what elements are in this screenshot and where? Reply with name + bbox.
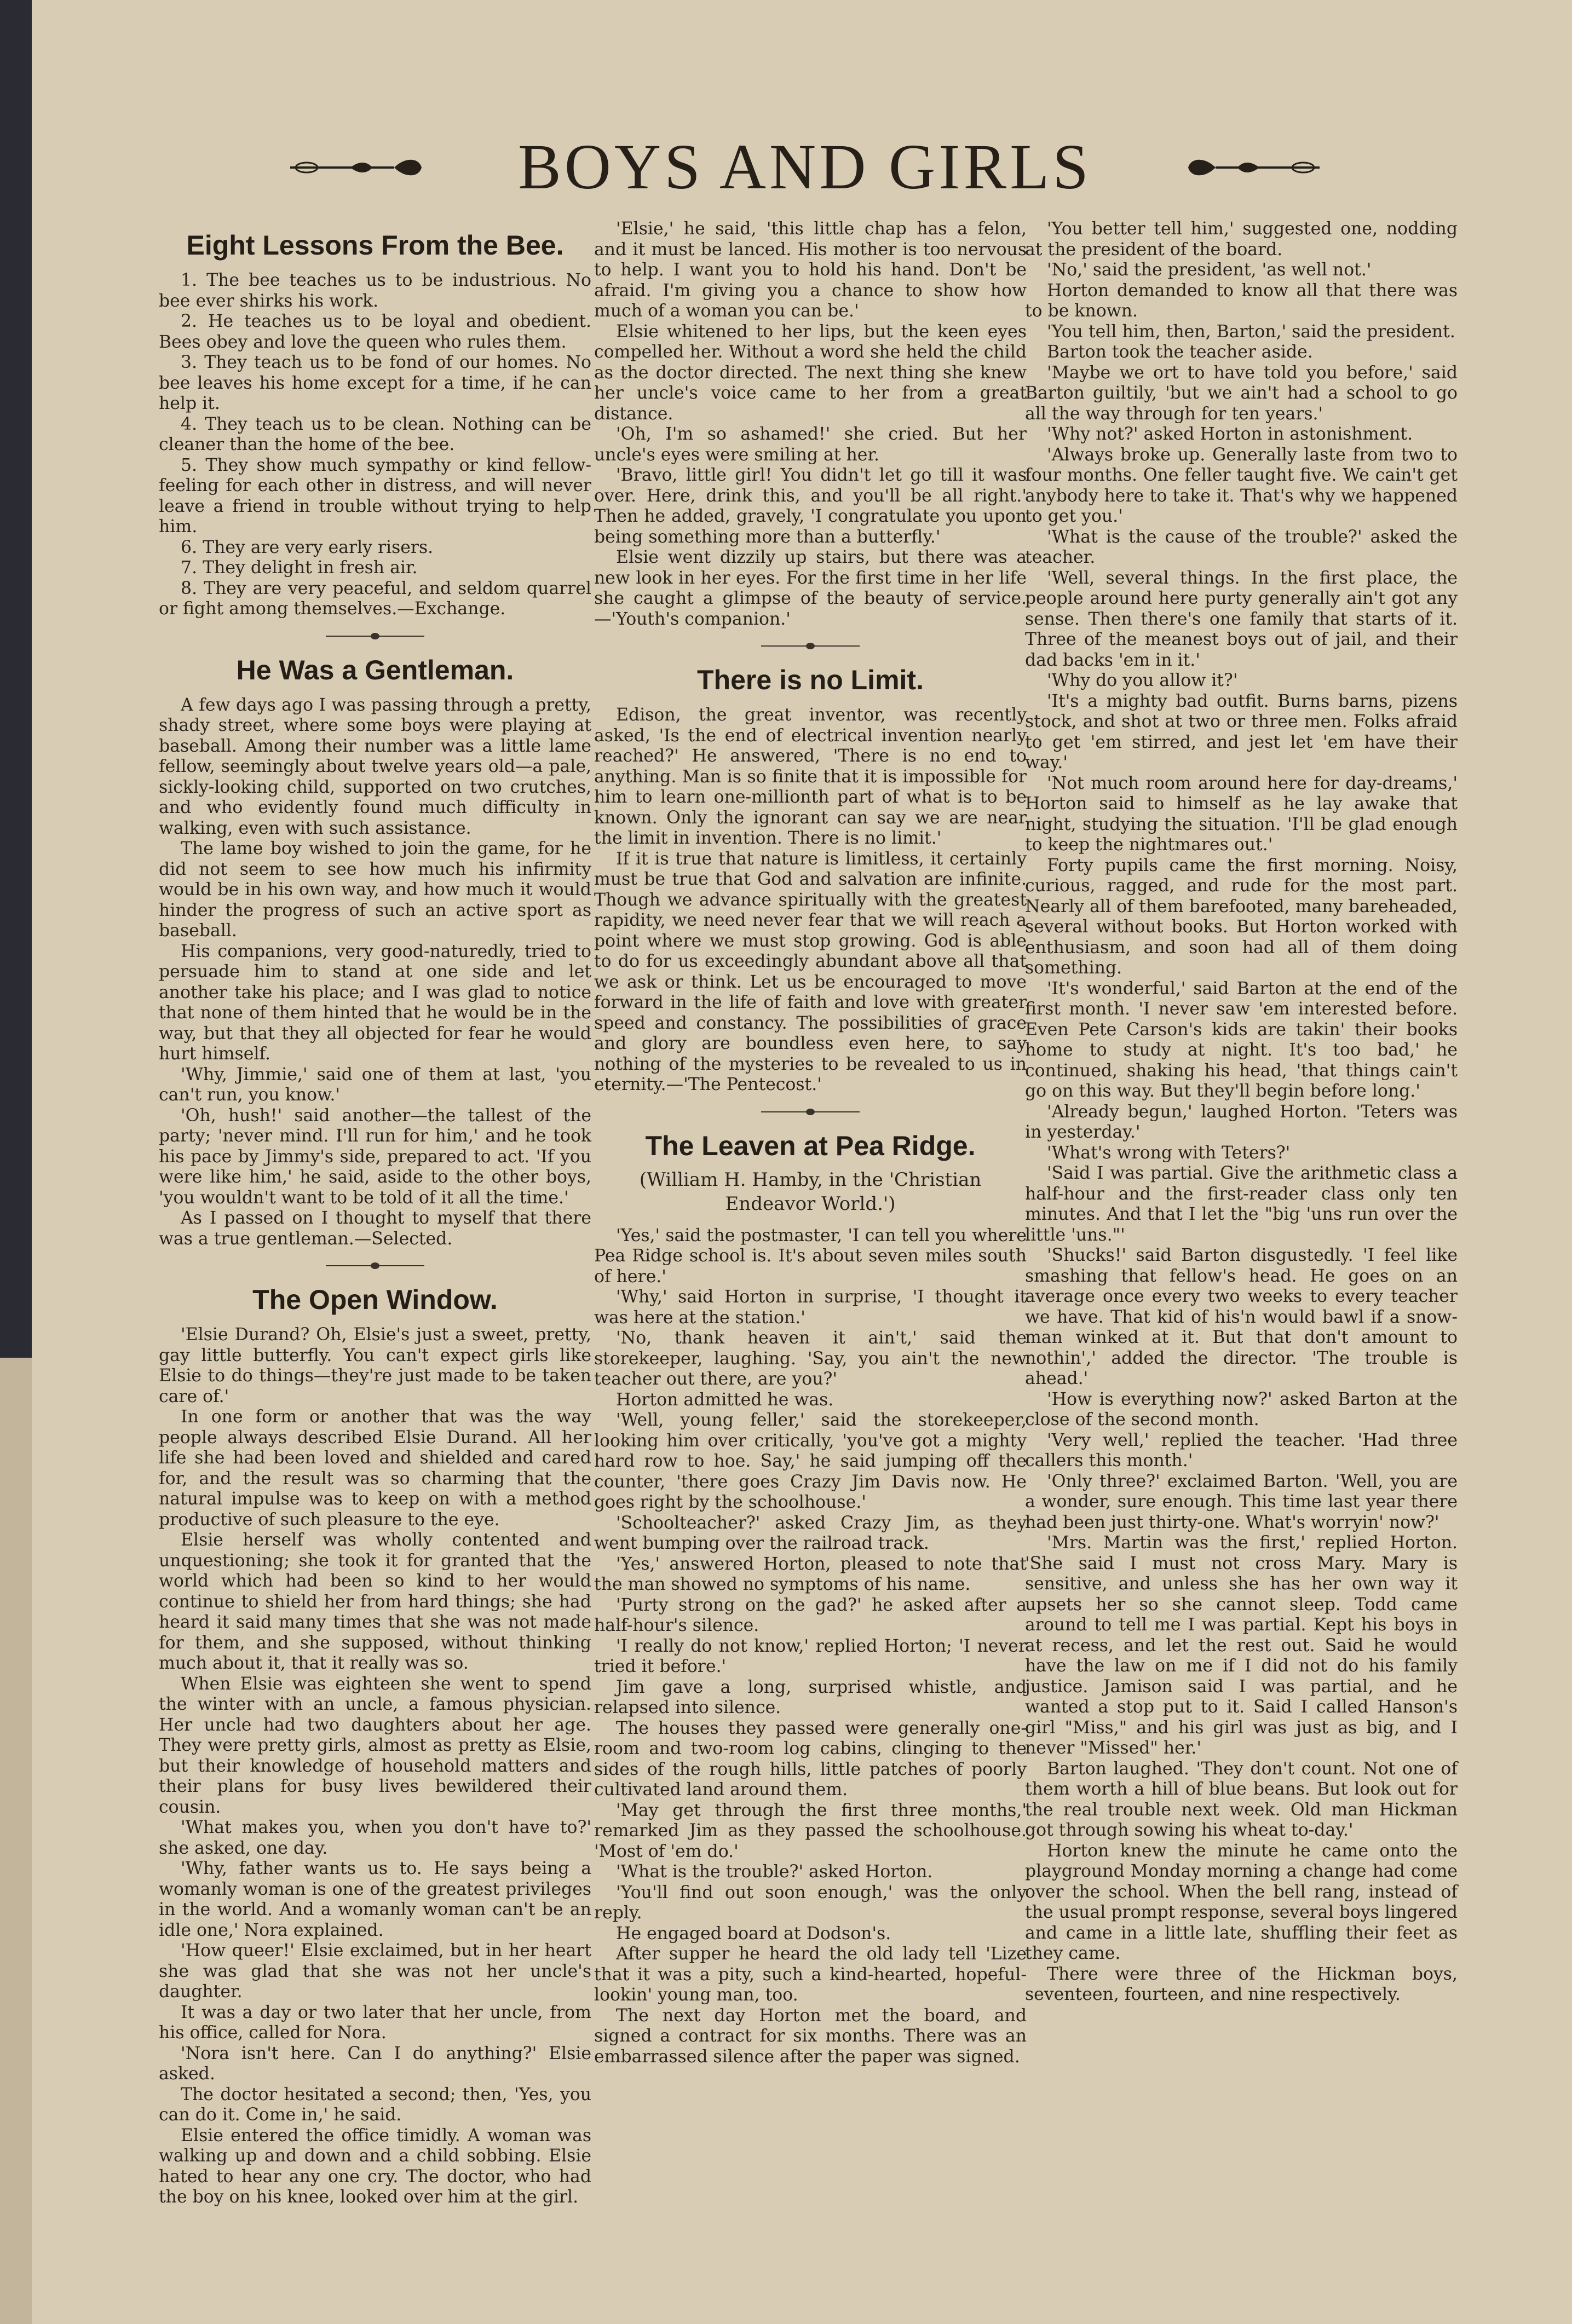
paragraph: 'Said I was partial. Give the arithmetic class a half-hour and the first-reader class only ten minutes. And that I let the "big 'uns run over the little 'uns."' [1025, 1163, 1458, 1245]
paragraph: 'Why do you allow it?' [1047, 671, 1238, 690]
paragraph: 'What is the cause of the trouble?' asked the teacher. [1025, 527, 1458, 567]
divider [326, 1262, 424, 1269]
paragraph: 2. He teaches us to be loyal and obedient. Bees obey and love the queen who rules them. [159, 312, 591, 352]
article-title: The Open Window. [252, 1284, 498, 1315]
paragraph: 'It's wonderful,' said Barton at the end of the first month. 'I never saw 'em interested before. Even Pete Carson's kids are takin' their books home to study at night. It's too bad,' he continued, shaking his head, 'that things cain't go on this way. But they'll begin before long.' [1025, 978, 1458, 1101]
paragraph: After supper he heard the old lady tell 'Lize that it was a pity, such a kind-hearted, hopeful-lookin' young man, too. [594, 1944, 1027, 2005]
article-body [159, 270, 591, 620]
paragraph: In one form or another that was the way people always described Elsie Durand. All her life she had been loved and shielded and cared for, and the result was so charming that the natural impulse was to keep on with a method productive of such pleasure to the eye. [159, 1407, 591, 1530]
paragraph: 'What is the trouble?' asked Horton. [616, 1862, 933, 1882]
paragraph: 7. They delight in fresh air. [181, 558, 418, 578]
paragraph: Elsie entered the office timidly. A woman was walking up and down and a child sobbing. Elsie hated to hear any one cry. The doctor, who had the boy on his knee, looked over him at the girl. [159, 2125, 591, 2207]
paragraph: 'Purty strong on the gad?' he asked after a half-hour's silence. [594, 1595, 1027, 1635]
paragraph: 'Elsie Durand? Oh, Elsie's just a sweet, pretty, gay little butterfly. You can't expect girls like Elsie to do things—they're just made to be taken care of.' [159, 1325, 591, 1406]
right-ornament-icon [1183, 151, 1325, 184]
paragraph: Barton took the teacher aside. [1047, 342, 1313, 362]
paragraph: Elsie herself was wholly contented and unquestioning; she took it for granted that the world which had been so kind to her would continue to shield her from hard things; she had heard it said many times that she was not made for them, and she supposed, without thinking much about it, that it really was so. [159, 1530, 591, 1673]
paragraph: Elsie went dizzily up stairs, but there was a new look in her eyes. For the first time in her life she caught a glimpse of the beauty of service.—'Youth's companion.' [594, 547, 1027, 629]
paragraph: 'Bravo, little girl! You didn't let go till it was over. Here, drink this, and you'll be all right.' Then he added, gravely, 'I congratulate you upon being something more than a butterfly.' [594, 465, 1027, 547]
paragraph: 5. They show much sympathy or kind fellow-feeling for each other in distress, and will never leave a friend in trouble without trying to help him. [159, 455, 591, 537]
paragraph: 3. They teach us to be fond of our homes. No bee leaves his home except for a time, if he can help it. [159, 353, 591, 413]
paragraph: 'Why,' said Horton in surprise, 'I thought it was here at the station.' [594, 1287, 1027, 1328]
paragraph: If it is true that nature is limitless, it certainly must be true that God and salvation are infinite. Though we advance spiritually with the greatest rapidity, we need never fear that we will reach a point where we must stop growing. God is able to do for us exceedingly abundant above all that we ask or think. Let us be encouraged to move forward in the life of faith and love with greater speed and constancy. The possibilities of grace and glory are boundless even here, to say nothing of the mysteries to be revealed to us in eternity.—'The Pentecost.' [594, 849, 1027, 1094]
column-1 [159, 219, 591, 2242]
paragraph: 'You better tell him,' suggested one, nodding at the president of the board. [1025, 219, 1458, 259]
paragraph: There were three of the Hickman boys, seventeen, fourteen, and nine respectively. [1025, 1964, 1458, 2004]
paragraph: Horton demanded to know all that there was to be known. [1025, 280, 1458, 321]
paragraph: 'Yes,' answered Horton, pleased to note that the man showed no symptoms of his name. [594, 1554, 1027, 1594]
paragraph: 'No,' said the president, 'as well not.' [1047, 260, 1372, 280]
paragraph: Edison, the great inventor, was recently asked, 'Is the end of electrical invention nearly reached?' He answered, 'There is no end to anything. Man is so finite that it is impossible for him to learn one-millionth part of what is to be known. Only the ignorant can say we are near the limit in invention. There is no limit.' [594, 705, 1027, 848]
section-title: BOYS AND GIRLS [518, 131, 1092, 203]
divider [761, 1109, 860, 1115]
paragraph: Horton admitted he was. [616, 1389, 834, 1410]
paragraph: 'May get through the first three months,' remarked Jim as they passed the schoolhouse. 'Most of 'em do.' [594, 1800, 1027, 1861]
paragraph: A few days ago I was passing through a pretty, shady street, where some boys were playing at baseball. Among their number was a little lame fellow, seemingly about twelve years old—a pale, sickly-looking child, supported on two crutches, and who evidently found much difficulty in walking, even with such assistance. [159, 695, 591, 838]
paragraph: 'What makes you, when you don't have to?' she asked, one day. [159, 1818, 591, 1858]
article-title: Eight Lessons From the Bee. [186, 230, 564, 261]
paragraph: 'Maybe we ort to have told you before,' said Barton guiltily, 'but we ain't had a school to go all the way through for ten years.' [1025, 362, 1458, 424]
paragraph: 'It's a mighty bad outfit. Burns barns, pizens stock, and shot at two or three men. Folks afraid to get 'em stirred, and jest let 'em have their way.' [1025, 691, 1458, 772]
paragraph: 'Shucks!' said Barton disgustedly. 'I feel like smashing that fellow's head. He goes on an average once every two weeks to every teacher we have. That kid of his'n would bawl if a snow-man winked at it. But that don't amount to nothin',' added the director. 'The trouble is ahead.' [1025, 1245, 1458, 1388]
article-body [159, 695, 591, 1250]
paragraph: 'Why not?' asked Horton in astonishment. [1047, 424, 1413, 444]
paragraph: Barton laughed. 'They don't count. Not one of them worth a hill of blue beans. But look out for the real trouble next week. Old man Hickman got through sowing his wheat to-day.' [1025, 1758, 1458, 1840]
article-title: The Leaven at Pea Ridge. [645, 1130, 976, 1161]
paragraph: 'I really do not know,' replied Horton; 'I never tried it before.' [594, 1636, 1027, 1676]
paragraph: His companions, very good-naturedly, tried to persuade him to stand at one side and let another take his place; and I was glad to notice that none of them hinted that he would be in the way, but that they all objected for fear he would hurt himself. [159, 941, 591, 1064]
paragraph: 'How queer!' Elsie exclaimed, but in her heart she was glad that she was not her uncle's daughter. [159, 1941, 591, 2002]
paragraph: 'Why, Jimmie,' said one of them at last, 'you can't run, you know.' [159, 1064, 591, 1105]
paragraph: 'Always broke up. Generally laste from two to four months. One feller taught five. We cain't get anybody here to take it. That's why we happened to get you.' [1025, 445, 1458, 526]
paragraph: He engaged board at Dodson's. [616, 1923, 891, 1944]
paragraph: Jim gave a long, surprised whistle, and relapsed into silence. [594, 1677, 1027, 1717]
paragraph: 'Well, several things. In the first place, the people around here purty generally ain't got any sense. Then there's one family that starts of it. Three of the meanest boys out of jail, and their dad backs 'em in it.' [1025, 568, 1458, 670]
paragraph: Horton knew the minute he came onto the playground Monday morning a change had come over the school. When the bell rang, instead of the usual prompt response, several boys lingered and came in a little late, shuffling their feet as they came. [1025, 1841, 1458, 1963]
paragraph: 'How is everything now?' asked Barton at the close of the second month. [1025, 1389, 1458, 1429]
paragraph: The doctor hesitated a second; then, 'Yes, you can do it. Come in,' he said. [159, 2084, 591, 2125]
paragraph: 'Very well,' replied the teacher. 'Had three callers this month.' [1025, 1430, 1458, 1470]
divider [761, 643, 860, 649]
column-3 [1025, 219, 1458, 2242]
column-2 [594, 219, 1027, 2242]
paragraph: 'Well, young feller,' said the storekeeper, looking him over critically, 'you've got a mighty hard row to hoe. Say,' he said jumping off the counter, 'there goes Crazy Jim Davis now. He goes right by the schoolhouse.' [594, 1410, 1027, 1512]
paragraph: 'Nora isn't here. Can I do anything?' Elsie asked. [159, 2043, 591, 2084]
paragraph: As I passed on I thought to myself that there was a true gentleman.—Selected. [159, 1208, 591, 1249]
paragraph: Forty pupils came the first morning. Noisy, curious, ragged, and rude for the most part. Nearly all of them barefooted, many bareheaded, several without books. But Horton worked with enthusiasm, and soon had all of them doing something. [1025, 855, 1458, 978]
paragraph: 4. They teach us to be clean. Nothing can be cleaner than the home of the bee. [159, 414, 591, 454]
paragraph: The next day Horton met the board, and signed a contract for six months. There was an embarrassed silence after the paper was signed. [594, 2005, 1027, 2067]
paragraph: 'Already begun,' laughed Horton. 'Teters was in yesterday.' [1025, 1102, 1458, 1142]
paragraph: 'Mrs. Martin was the first,' replied Horton. 'She said I must not cross Mary. Mary is sensitive, and unless she has her own way it upsets her so she cannot sleep. Todd came around to tell me I was partial. Kept his boys in at recess, and let the rest out. Said he would have the law on me if I did not do his family justice. Jamison said I was partial, and he wanted a stop put to it. Said I called Hanson's girl "Miss," and his girl was just as big, and I never "Missed" her.' [1025, 1533, 1458, 1758]
paragraph: It was a day or two later that her uncle, from his office, called for Nora. [159, 2002, 591, 2043]
article-body [159, 1325, 591, 2208]
paragraph: 6. They are very early risers. [181, 537, 434, 557]
paragraph: 'Yes,' said the postmaster, 'I can tell you where Pea Ridge school is. It's about seven miles south of here.' [594, 1225, 1027, 1287]
paragraph: 'What's wrong with Teters?' [1047, 1143, 1291, 1163]
paragraph: Elsie whitened to her lips, but the keen eyes compelled her. Without a word she held the child as the doctor directed. The next thing she knew her uncle's voice came to her from a great distance. [594, 321, 1027, 424]
paragraph: 'Only three?' exclaimed Barton. 'Well, you are a wonder, sure enough. This time last year there had been just thirty-one. What's worryin' now?' [1025, 1471, 1458, 1532]
paragraph: 'You tell him, then, Barton,' said the president. [1047, 321, 1455, 342]
masthead [285, 131, 1325, 203]
left-ornament-icon [285, 151, 427, 184]
article-body [594, 1226, 1027, 2068]
paragraph: 'You'll find out soon enough,' was the only reply. [594, 1882, 1027, 1923]
article-byline: (William H. Hamby, in the 'Christian Endeavor World.') [639, 1168, 982, 1215]
paragraph: 'Why, father wants us to. He says being a womanly woman is one of the greatest privileges in the world. And a womanly woman can't be an idle one,' Nora explained. [159, 1859, 591, 1940]
article-body-continued [594, 219, 1027, 630]
page-edge [0, 1358, 32, 2324]
paragraph: 'Schoolteacher?' asked Crazy Jim, as they went bumping over the railroad track. [594, 1513, 1027, 1553]
article-body [594, 705, 1027, 1095]
paragraph: The lame boy wished to join the game, for he did not seem to see how much his infirmity would be in his own way, and how much it would hinder the progress of such an active sport as baseball. [159, 839, 591, 941]
paragraph: 'Oh, I'm so ashamed!' she cried. But her uncle's eyes were smiling at her. [594, 424, 1027, 465]
paragraph: 8. They are very peaceful, and seldom quarrel or fight among themselves.—Exchange. [159, 578, 591, 619]
divider [326, 633, 424, 639]
paragraph: 'Oh, hush!' said another—the tallest of the party; 'never mind. I'll run for him,' and he took his pace by Jimmy's side, prepared to act. 'If you were like him,' he said, aside to the other boys, 'you wouldn't want to be told of it all the time.' [159, 1105, 591, 1208]
paragraph: The houses they passed were generally one-room and two-room log cabins, clinging to the sides of the rough hills, little patches of poorly cultivated land around them. [594, 1718, 1027, 1800]
paragraph: 'Not much room around here for day-dreams,' Horton said to himself as he lay awake that night, studying the situation. 'I'll be glad enough to keep the nightmares out.' [1025, 773, 1458, 855]
article-body-continued [1025, 219, 1458, 2005]
paragraph: 'No, thank heaven it ain't,' said the storekeeper, laughing. 'Say, you ain't the new teacher out there, are you?' [594, 1328, 1027, 1389]
paragraph: When Elsie was eighteen she went to spend the winter with an uncle, a famous physician. Her uncle had two daughters about her age. They were pretty girls, almost as pretty as Elsie, but their knowledge of household matters and their plans for busy lives bewildered their cousin. [159, 1674, 591, 1817]
article-title: He Was a Gentleman. [236, 654, 514, 685]
article-title: There is no Limit. [697, 665, 924, 695]
paragraph: 1. The bee teaches us to be industrious. No bee ever shirks his work. [159, 270, 591, 311]
paragraph: 'Elsie,' he said, 'this little chap has a felon, and it must be lanced. His mother is too nervous to help. I want you to hold his hand. Don't be afraid. I'm giving you a chance to show how much of a woman you can be.' [594, 219, 1027, 321]
binding-spine [0, 0, 32, 1358]
